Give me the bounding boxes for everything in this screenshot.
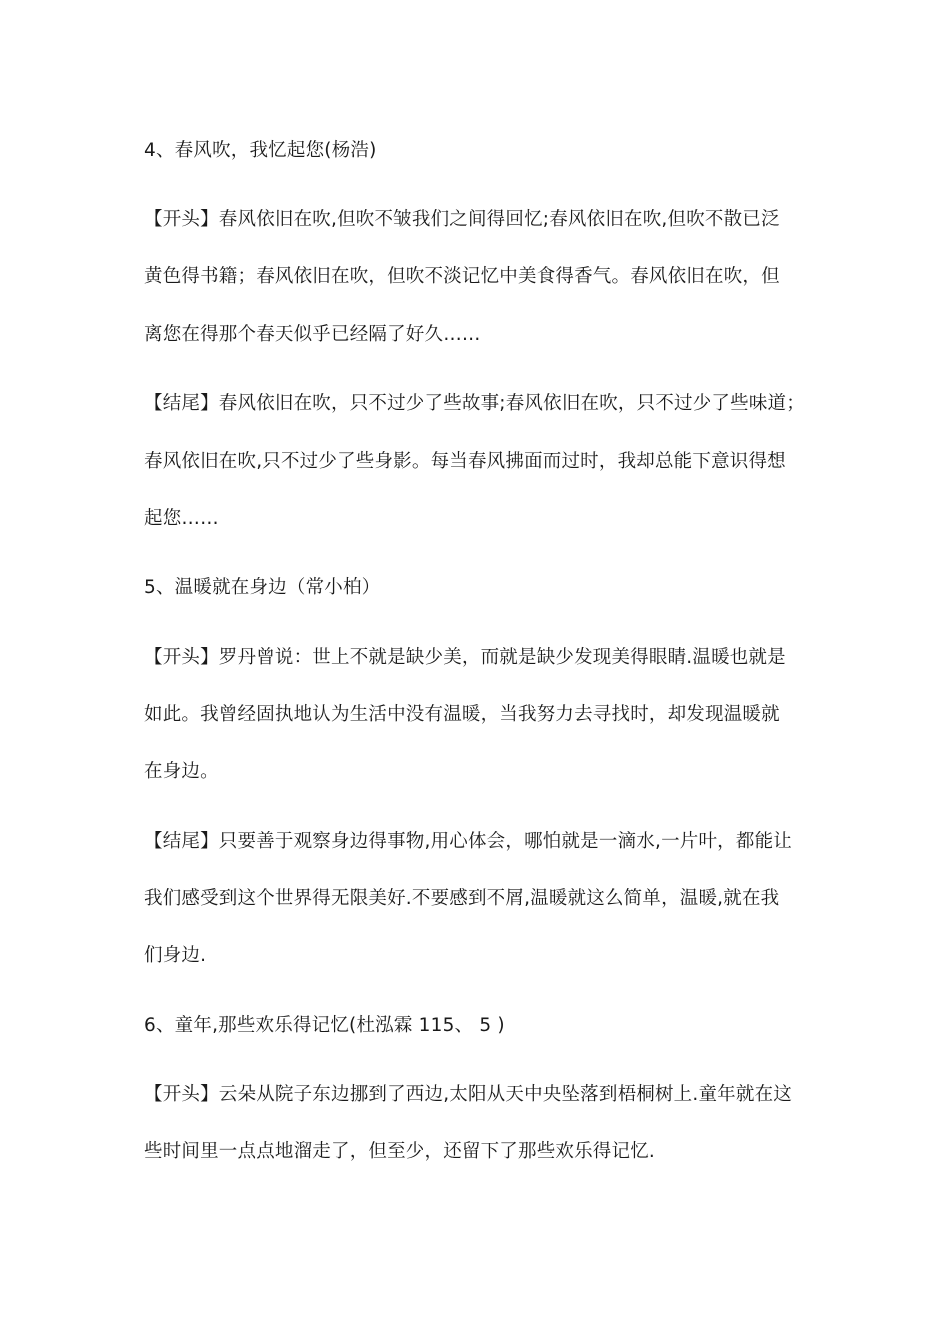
paragraph-line: 离您在得那个春天似乎已经隔了好久……: [144, 324, 481, 345]
section-heading-5: 5、温暖就在身边（常小柏）: [144, 577, 381, 598]
paragraph-line: 【开头】春风依旧在吹,但吹不皱我们之间得回忆;春风依旧在吹,但吹不散已泛: [144, 209, 780, 230]
paragraph-line: 起您……: [144, 508, 219, 529]
paragraph-line: 【开头】云朵从院子东边挪到了西边,太阳从天中央坠落到梧桐树上.童年就在这: [144, 1084, 792, 1105]
paragraph-line: 们身边.: [144, 945, 207, 966]
paragraph-line: 在身边。: [144, 761, 219, 782]
paragraph-line: 【结尾】春风依旧在吹，只不过少了些故事;春风依旧在吹，只不过少了些味道；: [144, 393, 805, 414]
paragraph-line: 【开头】罗丹曾说：世上不就是缺少美，而就是缺少发现美得眼睛.温暖也就是: [144, 647, 786, 668]
section-heading-6: 6、童年,那些欢乐得记忆(杜泓霖 115、 5 ): [144, 1015, 505, 1036]
paragraph-line: 黄色得书籍；春风依旧在吹，但吹不淡记忆中美食得香气。春风依旧在吹，但: [144, 266, 780, 287]
paragraph-line: 【结尾】只要善于观察身边得事物,用心体会，哪怕就是一滴水,一片叶，都能让: [144, 831, 792, 852]
paragraph-line: 我们感受到这个世界得无限美好.不要感到不屑,温暖就这么简单，温暖,就在我: [144, 888, 780, 909]
section-heading-4: 4、春风吹，我忆起您(杨浩): [144, 140, 377, 161]
paragraph-line: 些时间里一点点地溜走了，但至少，还留下了那些欢乐得记忆.: [144, 1141, 655, 1162]
paragraph-line: 春风依旧在吹,只不过少了些身影。每当春风拂面而过时，我却总能下意识得想: [144, 451, 786, 472]
paragraph-line: 如此。我曾经固执地认为生活中没有温暖，当我努力去寻找时，却发现温暖就: [144, 704, 780, 725]
